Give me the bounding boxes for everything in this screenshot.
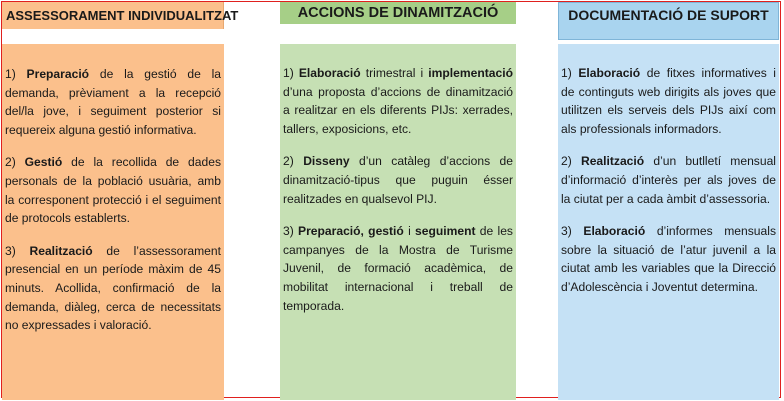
list-item: 3) Preparació, gestió i seguiment de les campanyes de la Mostra de Turisme Juvenil, de formació acadèmica, de mobilitat internacional i treball de temporada. [283,224,513,313]
list-item: 3) Elaboració d’informes mensuals sobre la situació de l’atur juvenil a la ciutat amb les variables que la Direcció d’Adolescència i Joventut determina. [561,224,776,294]
header-accions: ACCIONS DE DINAMITZACIÓ [280,2,516,24]
list-item: 1) Elaboració de fitxes informatives i de continguts web dirigits als joves que utilitzen els serveis dels PIJs així com als professionals informadors. [561,66,776,136]
list-item: 3) Realització de l’assessorament presencial en un període màxim de 45 minuts. Acollida, confirmació de la demanda, diàleg, cerca de necessitats no expressades i valoració. [5,243,221,333]
column-accions [280,44,516,400]
list-item: 2) Disseny d’un catàleg d’accions de dinamització-tipus que puguin ésser realitzades en qualsevol PIJ. [283,154,513,206]
list-item: 1) Elaboració trimestral i implementació d’una proposta d’accions de dinamització a realitzar en els diferents PIJs: xerrades, tallers, exposicions, etc. [283,66,513,136]
column-assessorament [2,44,224,400]
header-documentacio: DOCUMENTACIÓ DE SUPORT [558,2,779,40]
list-item: 2) Gestió de la recollida de dades personals de la població usuària, amb la corresponent protecció i el seguiment de protocols establerts. [5,155,221,226]
column-documentacio [558,44,779,400]
list-item: 2) Realització d’un butlletí mensual d’informació d’interès per als joves de la ciutat per a cada àmbit d’assessoria. [561,154,776,206]
list-item: 1) Preparació de la gestió de la demanda, prèviament a la recepció del/la jove, i seguiment posterior si requereix alguna gestió informativa. [5,67,221,137]
header-assessorament: ASSESSORAMENT INDIVIDUALITZAT [2,2,224,29]
